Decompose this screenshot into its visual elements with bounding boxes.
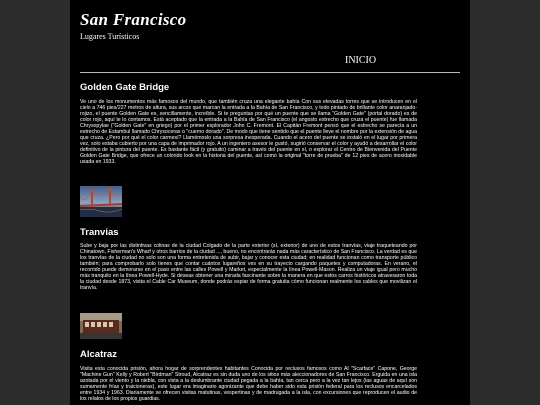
cable-car-photo bbox=[80, 313, 122, 339]
section-text-tranvias: Sube y baja por las distintivas colinas de la ciudad Colgado de la parte exterior (sí, exterior) de uno de estos tranvías, viaje traqueteando por Chinatown, Fisherman's Wharf y otros barrios de la ciudad ..., bueno, no encontrarás nada más característico de San Francisco. La verdad es que los tranvías de la ciudad no solo son una forma entretenida de subir, bajar y conocer esta ciudad; en realidad funcionan como transporte público también; para comprobarlo solo tienes que contar cuántos lugareños ves en su trayecto cargando paquetes y computadoras. En verano, el recorrido puede demorarse en el paso entre las calles Powell y Market, especialmente la línea Powell-Mason. Realiza un viaje igual pero mucho más tranquilo en la línea Powell-Hyde. Si deseas obtener una mirada fascinante sobre la manera en que estos carros históricos atravesaron toda la ciudad desde 1873, visita el Cable Car Museum, donde podrás espiar de forma gratuita cómo funcionan realmente los cables que movilizan el tranvía. bbox=[80, 243, 417, 292]
nav-link-inicio[interactable]: INICIO bbox=[345, 55, 377, 66]
page bbox=[70, 0, 470, 405]
site-title: San Francisco bbox=[80, 10, 187, 29]
section-text-alcatraz: Visita esta conocida prisión, ahora hogar de sorprendentes habitantes Conocida por reclusos famosos como Al "Scarface" Capone, George "Machine Gun" Kelly y Robert "Birdman" Stroud, Alcatraz es sin duda uno de los sitios más aleccionadores de San Francisco. Erguida en una isla azotada por el viento y la niebla, con vista a la deslumbrante ciudad pegada a la bahía, tan cerca pero a la vez tan lejos (las aguas de aquí son sumamente frías y traicioneras), este lugar era imaginario agonizante que debe haber sido esta prisión federal para los reclusos encarcelados entre 1934 y 1963. Diariamente se ofrecen visitas matutinas, vespertinas y de madrugada a la isla, con excursiones que reproducen el audio de los relatos de los propios guardias. bbox=[80, 366, 417, 403]
golden-gate-bridge-photo bbox=[80, 186, 122, 217]
header bbox=[70, 0, 470, 80]
nav-divider bbox=[80, 72, 460, 73]
section-title-tranvias: Tranvias bbox=[80, 227, 119, 238]
section-text-golden-gate: Ve uno de los monumentos más famosos del mundo, que también cruza una elegante bahía Con sus elevadas torres que se introducen en el cielo a 746 pies/227 metros de altura, sus arcos que marcan la entrada a la Bahía de San Francisco, y todo pintado de brillante color anaranjado-rojizo, el puente Golden Gate es, sencillamente, increíble. Si te preguntas por qué un puente que se llama "Golden Gate" (portal dorado) es de color rojo, aquí te lo contamos. Está aceptado que la entrada a la Bahía de San Francisco (el angosto estrecho que cruza el puente) fue llamada Chrysopylae ("Golden Gate" en griego) por el primer explorador John C. Fremont. El Capitán Fremont pensó que el estrecho se parecía a un estrecho de Estambul llamado Chrysoceras o "cuerno dorado". De modo que tiene sentido que el puente lleve el nombre por la extensión de agua que cruza. ¿Pero por qué el color carmesí? Llamémoslo una sorpresa inesperada. Cuando el acero del puente se instaló en el lugar por primera vez, solo estaba cubierto por una capa de imprimador rojo. A un ingeniero asesor le gustó, sugirió conservar el color y ayudó a desarrollar el color definitivo de la pintura del puente. Es bastante fácil (y gratuito) caminar a través del puente en sí, o explorar el Centro de Bienvenida del Puente Golden Gate Bridge, que ofrece un colorido look en la historia del puente, así como la original "torre de prueba" de 12 pies de acero inoxidable usada en 1933. bbox=[80, 99, 417, 166]
site-subtitle: Lugares Turísticos bbox=[80, 32, 140, 41]
section-title-alcatraz: Alcatraz bbox=[80, 349, 117, 360]
section-title-golden-gate: Golden Gate Bridge bbox=[80, 82, 170, 93]
